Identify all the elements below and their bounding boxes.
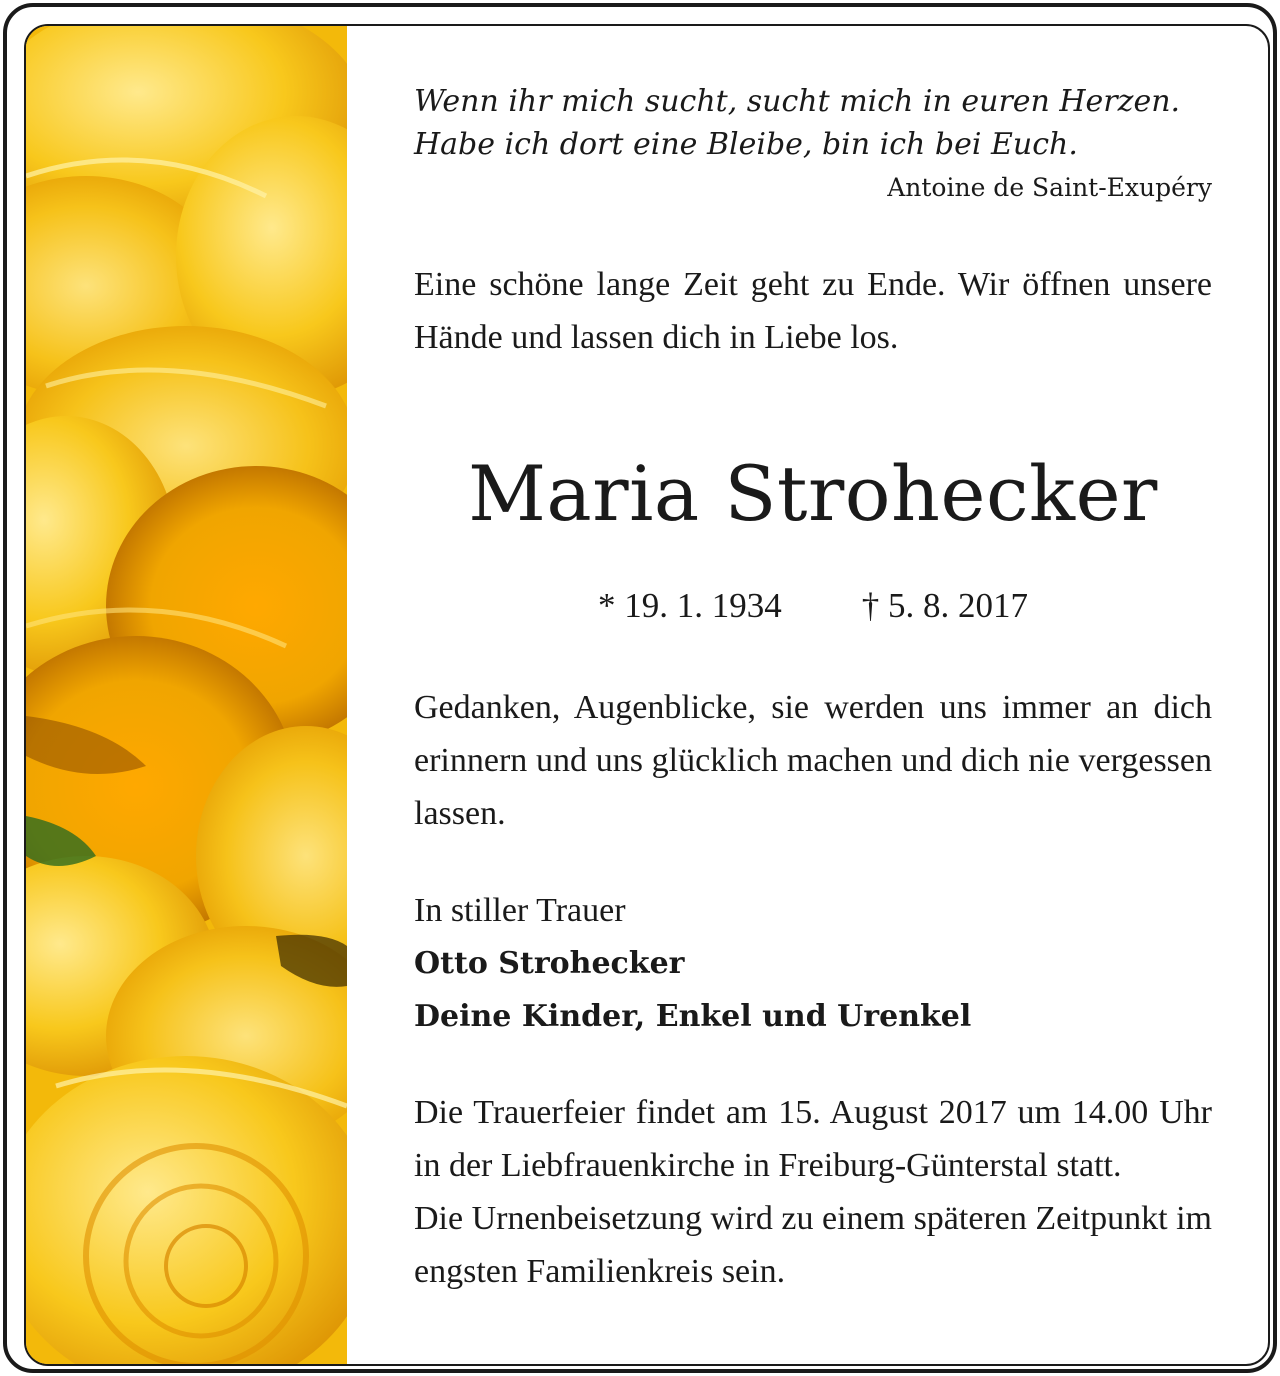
death-date: † 5. 8. 2017 — [861, 586, 1028, 625]
intro-paragraph: Eine schöne lange Zeit geht zu Ende. Wir öffnen unsere Hände und lassen dich in Liebe los. — [414, 266, 1212, 356]
mourners-intro: In stiller Trauer — [414, 892, 626, 929]
inner-border — [24, 24, 1270, 1366]
ceremony-block — [414, 1086, 1212, 1298]
burial-paragraph: Die Urnenbeisetzung wird zu einem späteren Zeitpunkt im engsten Familienkreis sein. — [414, 1200, 1212, 1290]
quote-author: Antoine de Saint-Exupéry — [887, 173, 1212, 202]
outer-border — [3, 3, 1277, 1373]
birth-date: * 19. 1. 1934 — [598, 586, 782, 625]
obituary-text — [414, 26, 1212, 1364]
quote-line-2: Habe ich dort eine Bleibe, bin ich bei Euch. — [414, 127, 1078, 162]
mourner-spouse: Otto Strohecker — [414, 946, 685, 981]
memory-paragraph: Gedanken, Augenblicke, sie werden uns immer an dich erinnern und uns glücklich machen und dich nie vergessen lassen. — [414, 689, 1212, 832]
yellow-roses-image — [26, 26, 347, 1364]
ceremony-paragraph: Die Trauerfeier findet am 15. August 2017 um 14.00 Uhr in der Liebfrauenkirche in Freiburg-Günterstal statt. — [414, 1094, 1212, 1184]
life-dates — [414, 582, 1212, 630]
roses-illustration — [26, 26, 347, 1364]
deceased-name: Maria Strohecker — [468, 449, 1158, 538]
quote-line-1: Wenn ihr mich sucht, sucht mich in euren Herzen. — [414, 84, 1181, 119]
quote — [414, 80, 1212, 166]
mourners-block — [414, 884, 1212, 1043]
mourner-family: Deine Kinder, Enkel und Urenkel — [414, 999, 972, 1034]
